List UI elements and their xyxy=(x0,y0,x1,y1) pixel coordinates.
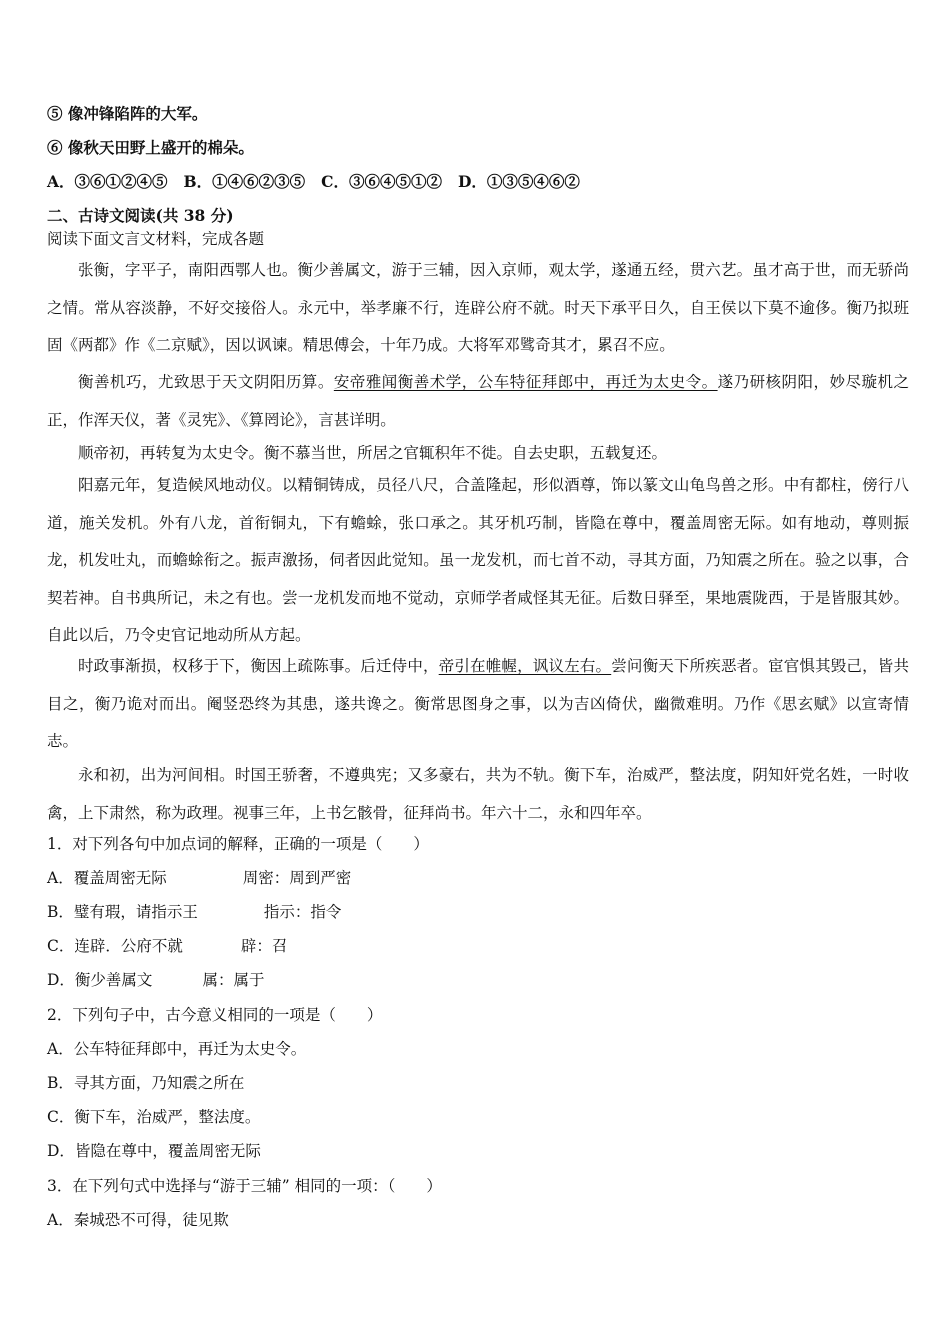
question-1-option-b xyxy=(47,902,909,922)
question-3-stem: 3．在下列句式中选择与“游于三辅” 相同的一项：（ ） xyxy=(47,1177,442,1195)
passage-paragraph-2 xyxy=(47,364,909,439)
section-title: 二、古诗文阅读(共 38 分) xyxy=(47,206,234,225)
answer-choice-a: A．③⑥①②④⑤ xyxy=(47,172,168,191)
answer-choice-c: C．③⑥④⑤①② xyxy=(321,172,442,191)
question-1-stem: 1．对下列各句中加点词的解释，正确的一项是（ ） xyxy=(47,835,429,853)
question-1-option-d xyxy=(47,970,909,990)
option-label: A．覆盖周密无际 xyxy=(47,869,167,887)
passage-paragraph-1: 张衡，字平子，南阳西鄂人也。衡少善属文，游于三辅，因入京师，观太学，遂通五经，贯六艺。虽才高于世，而无骄尚之情。常从容淡静，不好交接俗人。永元中，举孝廉不行，连辟公府不就。时天下承平日久，自王侯以下莫不逾侈。衡乃拟班固《两都》作《二京赋》，因以讽谏。精思傅会，十年乃成。大将军邓骘奇其才，累召不应。 xyxy=(47,261,909,354)
answer-choice-b: B．①④⑥②③⑤ xyxy=(183,172,306,191)
passage-text: 衡善机巧，尤致思于天文阴阳历算。 xyxy=(78,373,334,391)
passage-text: 尝问衡天下所疾恶者。宦官惧其毁己，皆共目之，衡乃诡对而出。阉竖恐终为其患，遂共谗之。衡常思图身之事，以为吉凶倚伏，幽微难明。乃作《思玄赋》以宣寄情志。 xyxy=(47,657,909,750)
passage-text: 时政事渐损，权移于下，衡因上疏陈事。后迁侍中， xyxy=(78,657,439,675)
question-2-option-a: A．公车特征拜郎中，再迁为太史令。 xyxy=(47,1040,307,1058)
question-1-option-a xyxy=(47,868,909,888)
underlined-sentence: 帝引在帷幄，讽议左右。 xyxy=(438,657,612,675)
question-2-option-b: B．寻其方面，乃知震之所在 xyxy=(47,1074,245,1092)
passage-paragraph-6: 永和初，出为河间相。时国王骄奢，不遵典宪；又多豪右，共为不轨。衡下车，治威严，整法度，阴知奸党名姓，一时收禽，上下肃然，称为政理。视事三年，上书乞骸骨，征拜尚书。年六十二，永和四年卒。 xyxy=(47,766,909,822)
passage-paragraph-5 xyxy=(47,648,909,761)
section-instruction: 阅读下面文言文材料，完成各题 xyxy=(47,230,265,248)
option-label: C．连辟．公府不就 xyxy=(47,937,183,955)
option-gloss: 周密：周到严密 xyxy=(242,869,352,887)
option-gloss: 辟：召 xyxy=(240,937,288,955)
question-2-option-c: C．衡下车，治威严，整法度。 xyxy=(47,1108,261,1126)
answer-choices xyxy=(47,172,909,192)
option-label: B．璧有瑕，请指示王 xyxy=(47,903,198,921)
option-label: D．衡少善属文 xyxy=(47,971,153,989)
passage-text: 遂乃研核阴阳，妙尽璇机之正，作浑天仪，著《灵宪》、《算罔论》，言甚详明。 xyxy=(47,373,909,429)
underlined-sentence: 安帝雅闻衡善术学，公车特征拜郎中，再迁为太史令。 xyxy=(333,373,718,391)
passage-paragraph-4: 阳嘉元年，复造候风地动仪。以精铜铸成，员径八尺，合盖隆起，形似酒尊，饰以篆文山龟鸟兽之形。中有都柱，傍行八道，施关发机。外有八龙，首衔铜丸，下有蟾蜍，张口承之。其牙机巧制，皆隐在尊中，覆盖周密无际。如有地动，尊则振龙，机发吐丸，而蟾蜍衔之。振声激扬，伺者因此觉知。虽一龙发机，而七首不动，寻其方面，乃知震之所在。验之以事，合契若神。自书典所记，未之有也。尝一龙机发而地不觉动，京师学者咸怪其无征。后数日驿至，果地震陇西，于是皆服其妙。自此以后，乃令史官记地动所从方起。 xyxy=(47,476,909,644)
answer-choice-d: D．①③⑤④⑥② xyxy=(457,172,580,191)
option-item-5: ⑤ 像冲锋陷阵的大军。 xyxy=(47,104,208,123)
passage-paragraph-3: 顺帝初，再转复为太史令。衡不慕当世，所居之官辄积年不徙。自去史职，五载复还。 xyxy=(78,444,668,462)
question-1-option-c xyxy=(47,936,909,956)
question-3-option-a: A．秦城恐不可得，徒见欺 xyxy=(47,1211,229,1229)
option-gloss: 属：属于 xyxy=(202,971,265,989)
option-gloss: 指示：指令 xyxy=(263,903,342,921)
question-2-option-d: D．皆隐在尊中，覆盖周密无际 xyxy=(47,1142,261,1160)
option-item-6: ⑥ 像秋天田野上盛开的棉朵。 xyxy=(47,138,254,157)
question-2-stem: 2．下列句子中，古今意义相同的一项是（ ） xyxy=(47,1006,383,1024)
